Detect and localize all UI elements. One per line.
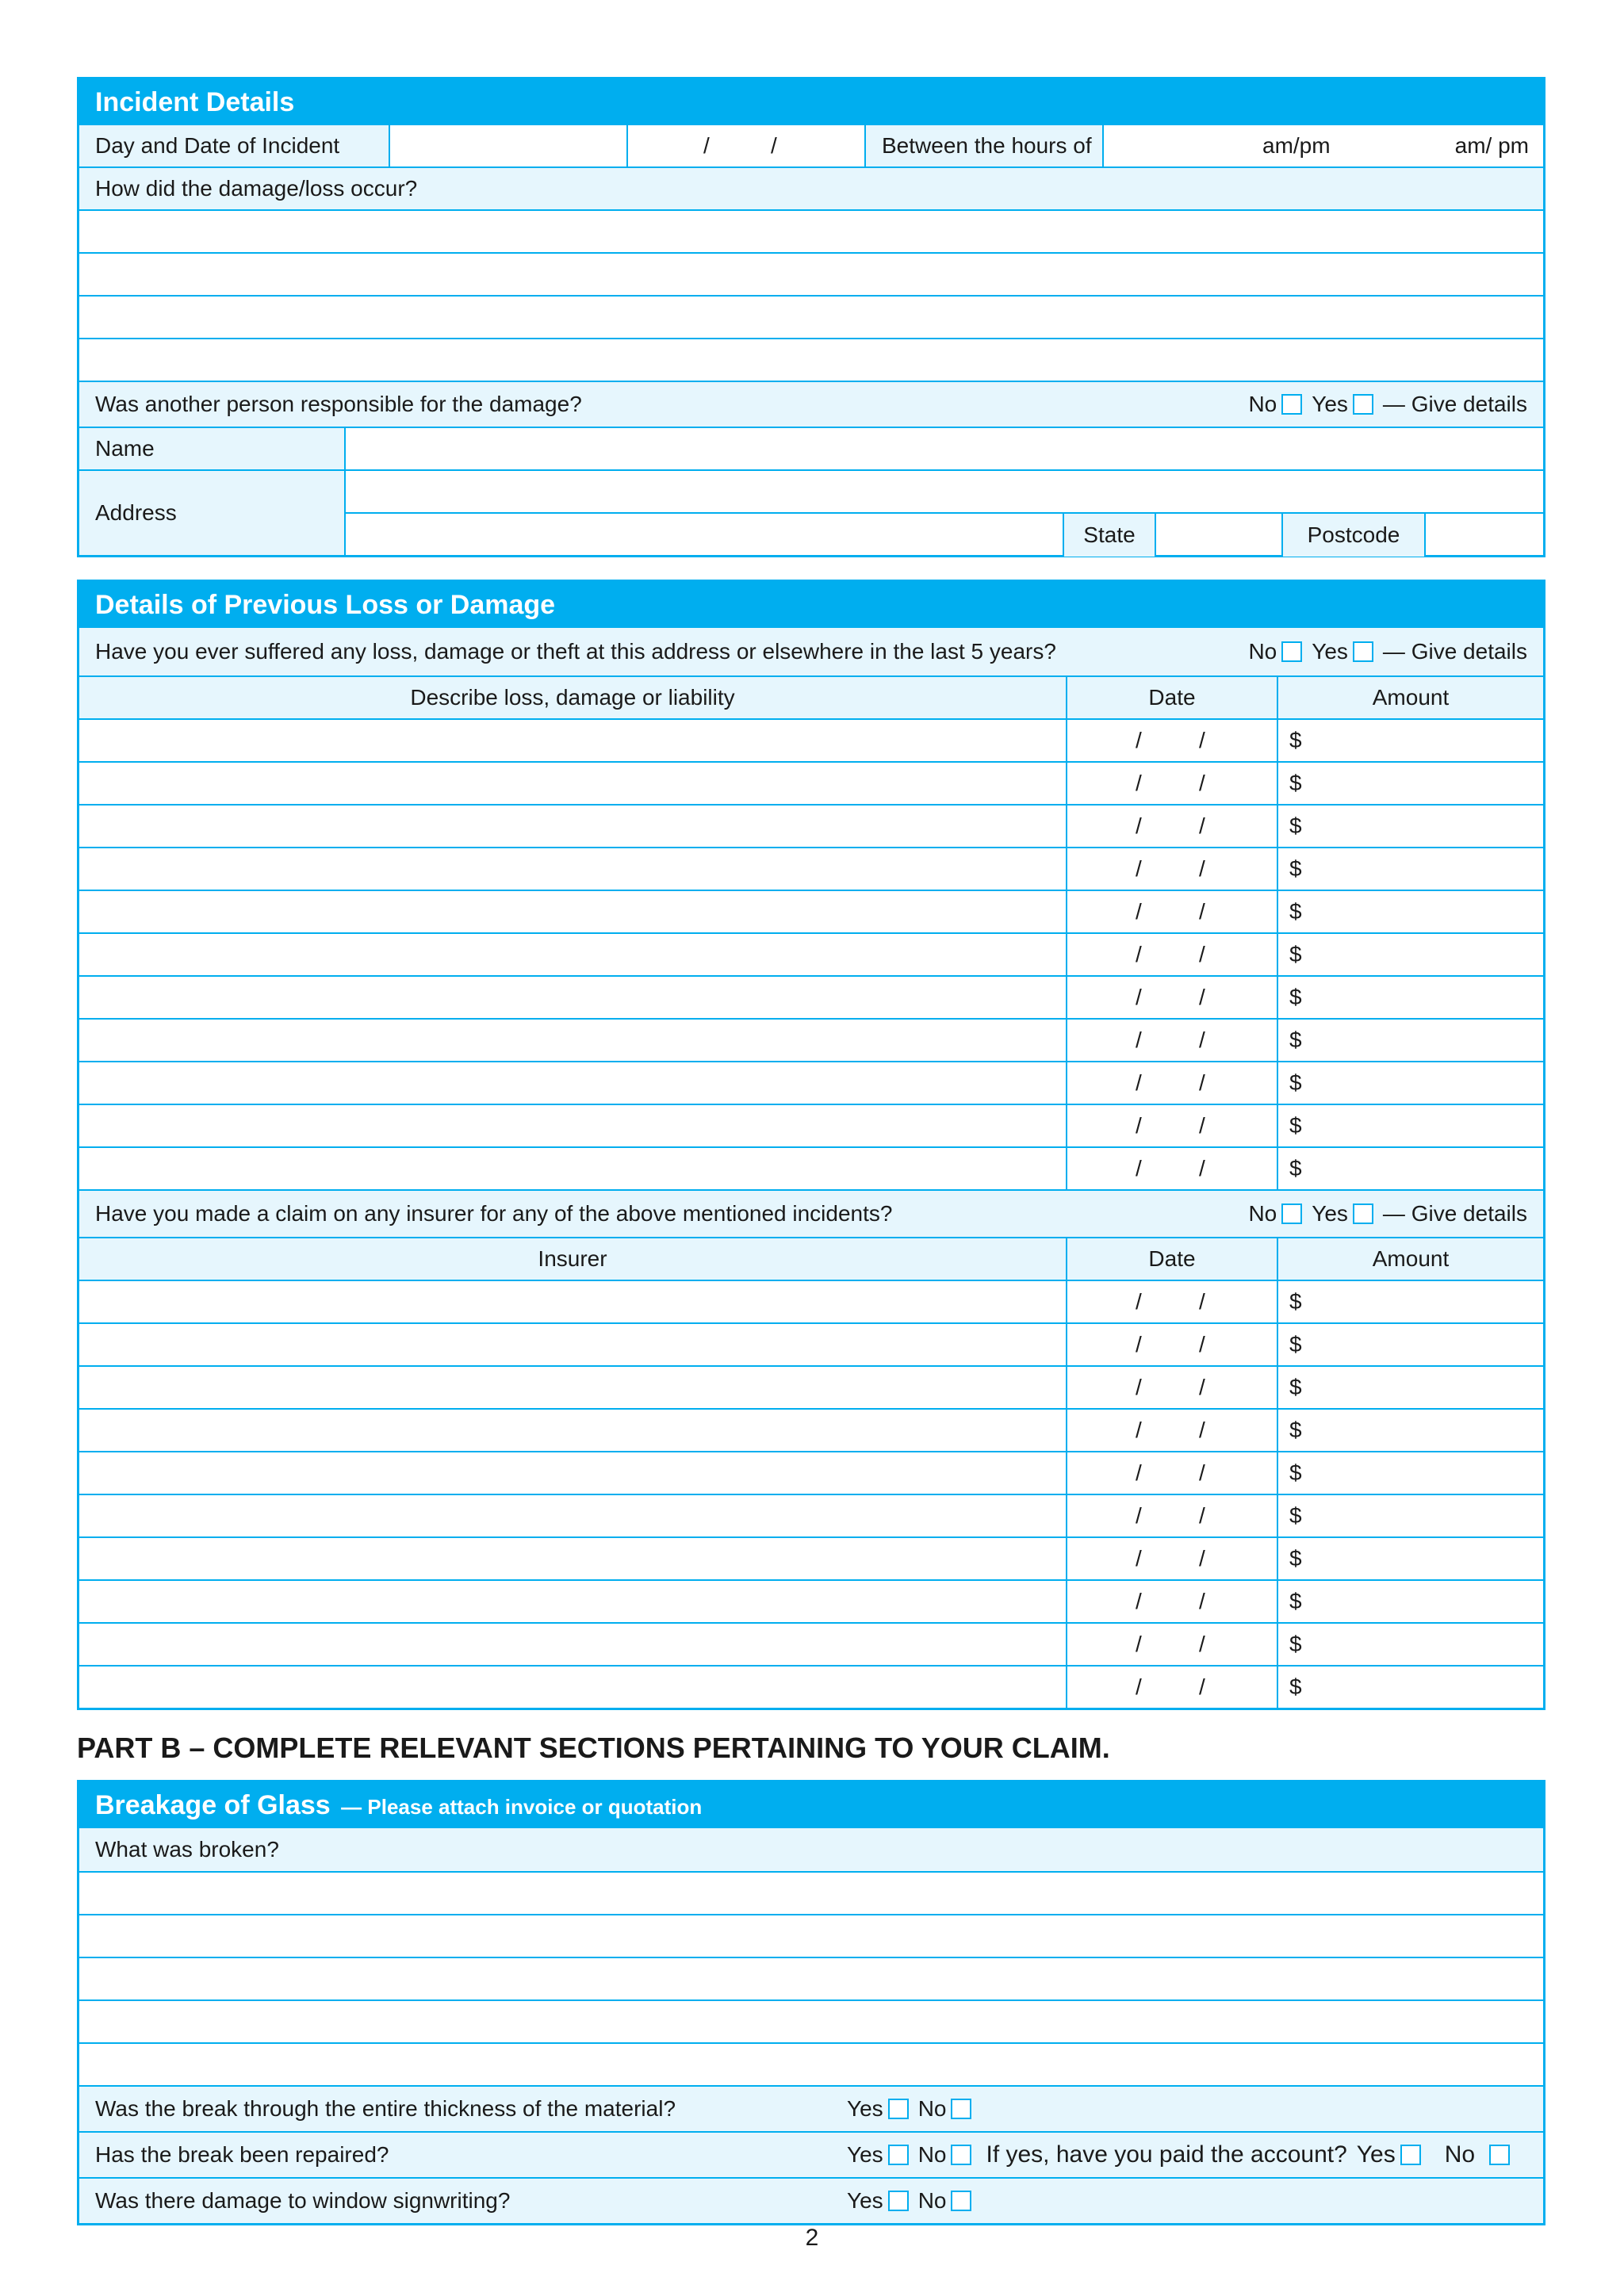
signwriting-question: Was there damage to window signwriting? [95,2188,511,2213]
loss-description-field[interactable] [79,806,1066,847]
breakage-glass-subtitle: — Please attach invoice or quotation [341,1795,703,1819]
table-row [79,847,1543,890]
insurer-question-row [79,1189,1543,1237]
address-field-line1[interactable] [344,471,1543,514]
amount-field[interactable] [1277,1410,1543,1451]
date-slash: / [1199,856,1205,881]
no-checkbox[interactable] [1281,1203,1302,1224]
no-label: No [917,2142,947,2167]
no-checkbox[interactable] [1281,641,1302,662]
no-label: No [1248,392,1277,416]
amount-field[interactable] [1277,720,1543,761]
date-slash: / [1136,1418,1142,1442]
loss-description-field[interactable] [79,763,1066,804]
give-details-label: — Give details [1382,639,1527,664]
date-field[interactable] [1066,720,1277,761]
dollar-sign: $ [1289,1460,1302,1485]
loss-description-field[interactable] [79,1020,1066,1061]
no-checkbox[interactable] [951,2191,971,2211]
dollar-sign: $ [1289,1503,1302,1528]
date-field[interactable] [1066,1624,1277,1665]
incident-details-section [77,77,1545,557]
date-field[interactable] [1066,1538,1277,1579]
date-field[interactable] [1066,1495,1277,1536]
amount-field[interactable] [1277,1624,1543,1665]
dollar-sign: $ [1289,942,1302,966]
date-field[interactable] [1066,1324,1277,1365]
date-field[interactable] [1066,1410,1277,1451]
dollar-sign: $ [1289,728,1302,752]
address-label: Address [79,471,344,555]
incident-details-header: Incident Details [79,79,1543,125]
dollar-sign: $ [1289,1027,1302,1052]
date-field[interactable] [1066,934,1277,975]
another-person-question: Was another person responsible for the damage? [95,392,582,416]
incident-date-row [79,125,1543,166]
date-slash: / [1199,1332,1205,1357]
how-damage-label: How did the damage/loss occur? [95,176,418,201]
loss-description-field[interactable] [79,1062,1066,1104]
amount-field[interactable] [1277,1667,1543,1708]
dollar-sign: $ [1289,1632,1302,1656]
loss-table-header [79,675,1543,718]
date-field[interactable] [1066,1020,1277,1061]
date-field[interactable] [1066,1667,1277,1708]
col-date: Date [1066,677,1277,718]
date-field[interactable] [1066,763,1277,804]
date-field[interactable] [1066,806,1277,847]
dollar-sign: $ [1289,985,1302,1009]
date-slash: / [1199,1156,1205,1181]
date-slash: / [703,133,710,158]
insurer-name-field[interactable] [79,1667,1066,1708]
date-field[interactable] [1066,1062,1277,1104]
amount-field[interactable] [1277,1020,1543,1061]
loss-description-field[interactable] [79,934,1066,975]
insurer-name-field[interactable] [79,1367,1066,1408]
table-row [79,718,1543,761]
dollar-sign: $ [1289,771,1302,795]
what-broken-row [79,1828,1543,1871]
give-details-label: — Give details [1382,1201,1527,1226]
table-row [79,975,1543,1018]
breakage-glass-header [79,1782,1543,1828]
col-date: Date [1066,1238,1277,1280]
state-label: State [1063,514,1155,557]
date-slash: / [1136,1674,1142,1699]
breakage-glass-title: Breakage of Glass [95,1790,331,1820]
amount-field[interactable] [1277,1367,1543,1408]
how-damage-line[interactable] [79,252,1543,295]
yes-label: Yes [1356,2141,1396,2168]
amount-field[interactable] [1277,848,1543,890]
how-damage-line[interactable] [79,338,1543,381]
date-slash: / [1199,1027,1205,1052]
date-slash: / [1199,1589,1205,1613]
date-slash: / [1136,1589,1142,1613]
dollar-sign: $ [1289,1546,1302,1571]
yes-label: Yes [1312,392,1348,416]
previous-loss-question: Have you ever suffered any loss, damage or theft at this address or elsewhere in the last 5 years? [95,639,1056,664]
name-label: Name [79,428,344,469]
dollar-sign: $ [1289,813,1302,838]
table-row [79,1408,1543,1451]
ampm-label: am/ pm [1454,133,1529,158]
table-row [79,1665,1543,1708]
date-slash: / [1136,1027,1142,1052]
date-slash: / [1199,1460,1205,1485]
date-slash: / [1136,1632,1142,1656]
table-row [79,1536,1543,1579]
what-broken-line[interactable] [79,1957,1543,1999]
page-number: 2 [805,2225,819,2251]
insurer-name-field[interactable] [79,1281,1066,1322]
dollar-sign: $ [1289,1113,1302,1138]
table-row [79,804,1543,847]
table-row [79,1146,1543,1189]
amount-field[interactable] [1277,806,1543,847]
date-field[interactable] [1066,1281,1277,1322]
yes-checkbox[interactable] [888,2191,909,2211]
table-row [79,1622,1543,1665]
yes-label: Yes [847,2142,883,2167]
insurer-name-field[interactable] [79,1624,1066,1665]
breakage-glass-section [77,1780,1545,2225]
between-hours-label: Between the hours of [864,125,1102,166]
date-slash: / [1136,942,1142,966]
insurer-table-header [79,1237,1543,1280]
date-slash: / [1136,1460,1142,1485]
part-b-heading: PART B – COMPLETE RELEVANT SECTIONS PERTAINING TO YOUR CLAIM. [77,1732,1110,1764]
loss-description-field[interactable] [79,1148,1066,1189]
date-slash: / [1136,856,1142,881]
no-label: No [1444,2141,1476,2168]
date-slash: / [1199,1674,1205,1699]
amount-field[interactable] [1277,1062,1543,1104]
loss-description-field[interactable] [79,1105,1066,1146]
table-row [79,890,1543,932]
amount-field[interactable] [1277,891,1543,932]
date-slash: / [1136,813,1142,838]
date-slash: / [1136,728,1142,752]
date-slash: / [771,133,777,158]
col-describe: Describe loss, damage or liability [410,685,735,710]
ampm-label: am/pm [1262,133,1331,158]
table-row [79,1018,1543,1061]
date-slash: / [1136,1156,1142,1181]
date-slash: / [1136,899,1142,924]
date-slash: / [1136,771,1142,795]
yes-label: Yes [847,2096,883,2121]
date-field[interactable] [1066,977,1277,1018]
date-slash: / [1199,1503,1205,1528]
loss-description-field[interactable] [79,891,1066,932]
hours-field[interactable] [1102,125,1543,166]
insurer-name-field[interactable] [79,1410,1066,1451]
signwriting-options [847,2179,981,2223]
no-checkbox[interactable] [951,2099,971,2119]
date-slash: / [1136,1113,1142,1138]
date-slash: / [1136,985,1142,1009]
table-row [79,1494,1543,1536]
date-field[interactable] [1066,1452,1277,1494]
amount-field[interactable] [1277,977,1543,1018]
no-label: No [1248,639,1277,664]
amount-field[interactable] [1277,1148,1543,1189]
amount-field[interactable] [1277,1324,1543,1365]
name-row [79,427,1543,469]
date-slash: / [1199,813,1205,838]
insurer-name-field[interactable] [79,1452,1066,1494]
no-checkbox[interactable] [951,2145,971,2165]
dollar-sign: $ [1289,1674,1302,1699]
table-row [79,1280,1543,1322]
loss-description-field[interactable] [79,720,1066,761]
signwriting-row [79,2177,1543,2223]
dollar-sign: $ [1289,1418,1302,1442]
date-slash: / [1136,1375,1142,1399]
insurer-name-field[interactable] [79,1538,1066,1579]
date-slash: / [1136,1332,1142,1357]
date-slash: / [1199,1113,1205,1138]
dollar-sign: $ [1289,1375,1302,1399]
insurer-name-field[interactable] [79,1324,1066,1365]
day-field[interactable] [389,125,626,166]
amount-field[interactable] [1277,1281,1543,1322]
amount-field[interactable] [1277,763,1543,804]
yes-label: Yes [1312,639,1348,664]
state-field[interactable] [1155,514,1281,557]
what-broken-line[interactable] [79,2042,1543,2085]
date-field[interactable] [1066,1105,1277,1146]
table-row [79,1061,1543,1104]
date-slash: / [1199,728,1205,752]
no-checkbox[interactable] [1281,394,1302,415]
postcode-field[interactable] [1424,514,1543,557]
previous-loss-options [1248,628,1527,675]
yes-checkbox[interactable] [1353,1203,1373,1224]
how-damage-line[interactable] [79,209,1543,252]
date-slash: / [1136,1289,1142,1314]
yes-checkbox[interactable] [888,2099,909,2119]
yes-label: Yes [1312,1201,1348,1226]
amount-field[interactable] [1277,1581,1543,1622]
day-date-label: Day and Date of Incident [95,133,340,158]
date-field[interactable] [1066,891,1277,932]
paid-yes-checkbox[interactable] [1400,2145,1421,2165]
yes-checkbox[interactable] [1353,641,1373,662]
table-row [79,932,1543,975]
repaired-row [79,2131,1543,2177]
date-field[interactable] [1066,1148,1277,1189]
dollar-sign: $ [1289,1070,1302,1095]
date-slash: / [1199,1070,1205,1095]
dollar-sign: $ [1289,1156,1302,1181]
date-slash: / [1199,1546,1205,1571]
yes-label: Yes [847,2188,883,2213]
col-amount: Amount [1277,677,1543,718]
date-slash: / [1136,1503,1142,1528]
what-broken-line[interactable] [79,1871,1543,1914]
dollar-sign: $ [1289,899,1302,924]
what-broken-label: What was broken? [95,1837,279,1862]
amount-field[interactable] [1277,934,1543,975]
date-slash: / [1199,899,1205,924]
date-field[interactable] [1066,1367,1277,1408]
dollar-sign: $ [1289,1289,1302,1314]
no-label: No [1248,1201,1277,1226]
date-field[interactable] [1066,848,1277,890]
date-slash: / [1199,985,1205,1009]
amount-field[interactable] [1277,1452,1543,1494]
date-slash: / [1199,1289,1205,1314]
repaired-question: Has the break been repaired? [95,2142,389,2167]
table-row [79,1322,1543,1365]
insurer-name-field[interactable] [79,1581,1066,1622]
table-row [79,1451,1543,1494]
dollar-sign: $ [1289,1589,1302,1613]
previous-loss-section [77,580,1545,1710]
previous-loss-header: Details of Previous Loss or Damage [79,582,1543,628]
how-damage-row [79,166,1543,209]
thickness-row [79,2085,1543,2131]
previous-loss-question-row [79,628,1543,675]
postcode-label: Postcode [1281,514,1424,557]
no-label: No [917,2188,947,2213]
paid-question: If yes, have you paid the account? [986,2141,1347,2168]
insurer-options [1248,1191,1527,1237]
col-amount: Amount [1277,1238,1543,1280]
date-field[interactable] [626,125,864,166]
date-slash: / [1136,1546,1142,1571]
loss-description-field[interactable] [79,848,1066,890]
date-slash: / [1199,1418,1205,1442]
amount-field[interactable] [1277,1105,1543,1146]
date-field[interactable] [1066,1581,1277,1622]
loss-description-field[interactable] [79,977,1066,1018]
dollar-sign: $ [1289,1332,1302,1357]
how-damage-line[interactable] [79,295,1543,338]
another-person-options [1248,382,1527,427]
date-slash: / [1199,1375,1205,1399]
yes-checkbox[interactable] [1353,394,1373,415]
another-person-row [79,381,1543,427]
table-row [79,761,1543,804]
amount-field[interactable] [1277,1538,1543,1579]
what-broken-line[interactable] [79,1999,1543,2042]
date-slash: / [1199,1632,1205,1656]
date-slash: / [1199,771,1205,795]
dollar-sign: $ [1289,856,1302,881]
thickness-question: Was the break through the entire thickness of the material? [95,2096,676,2121]
table-row [79,1579,1543,1622]
address-field-line2[interactable] [344,514,1063,557]
name-field[interactable] [344,428,1543,469]
amount-field[interactable] [1277,1495,1543,1536]
date-slash: / [1199,942,1205,966]
repaired-options [847,2133,1519,2177]
yes-checkbox[interactable] [888,2145,909,2165]
no-label: No [917,2096,947,2121]
give-details-label: — Give details [1382,392,1527,416]
table-row [79,1365,1543,1408]
insurer-question: Have you made a claim on any insurer for any of the above mentioned incidents? [95,1201,893,1226]
insurer-name-field[interactable] [79,1495,1066,1536]
paid-no-checkbox[interactable] [1489,2145,1510,2165]
col-insurer: Insurer [538,1246,607,1271]
address-block [79,469,1543,555]
date-slash: / [1136,1070,1142,1095]
thickness-options [847,2087,981,2131]
table-row [79,1104,1543,1146]
what-broken-line[interactable] [79,1914,1543,1957]
